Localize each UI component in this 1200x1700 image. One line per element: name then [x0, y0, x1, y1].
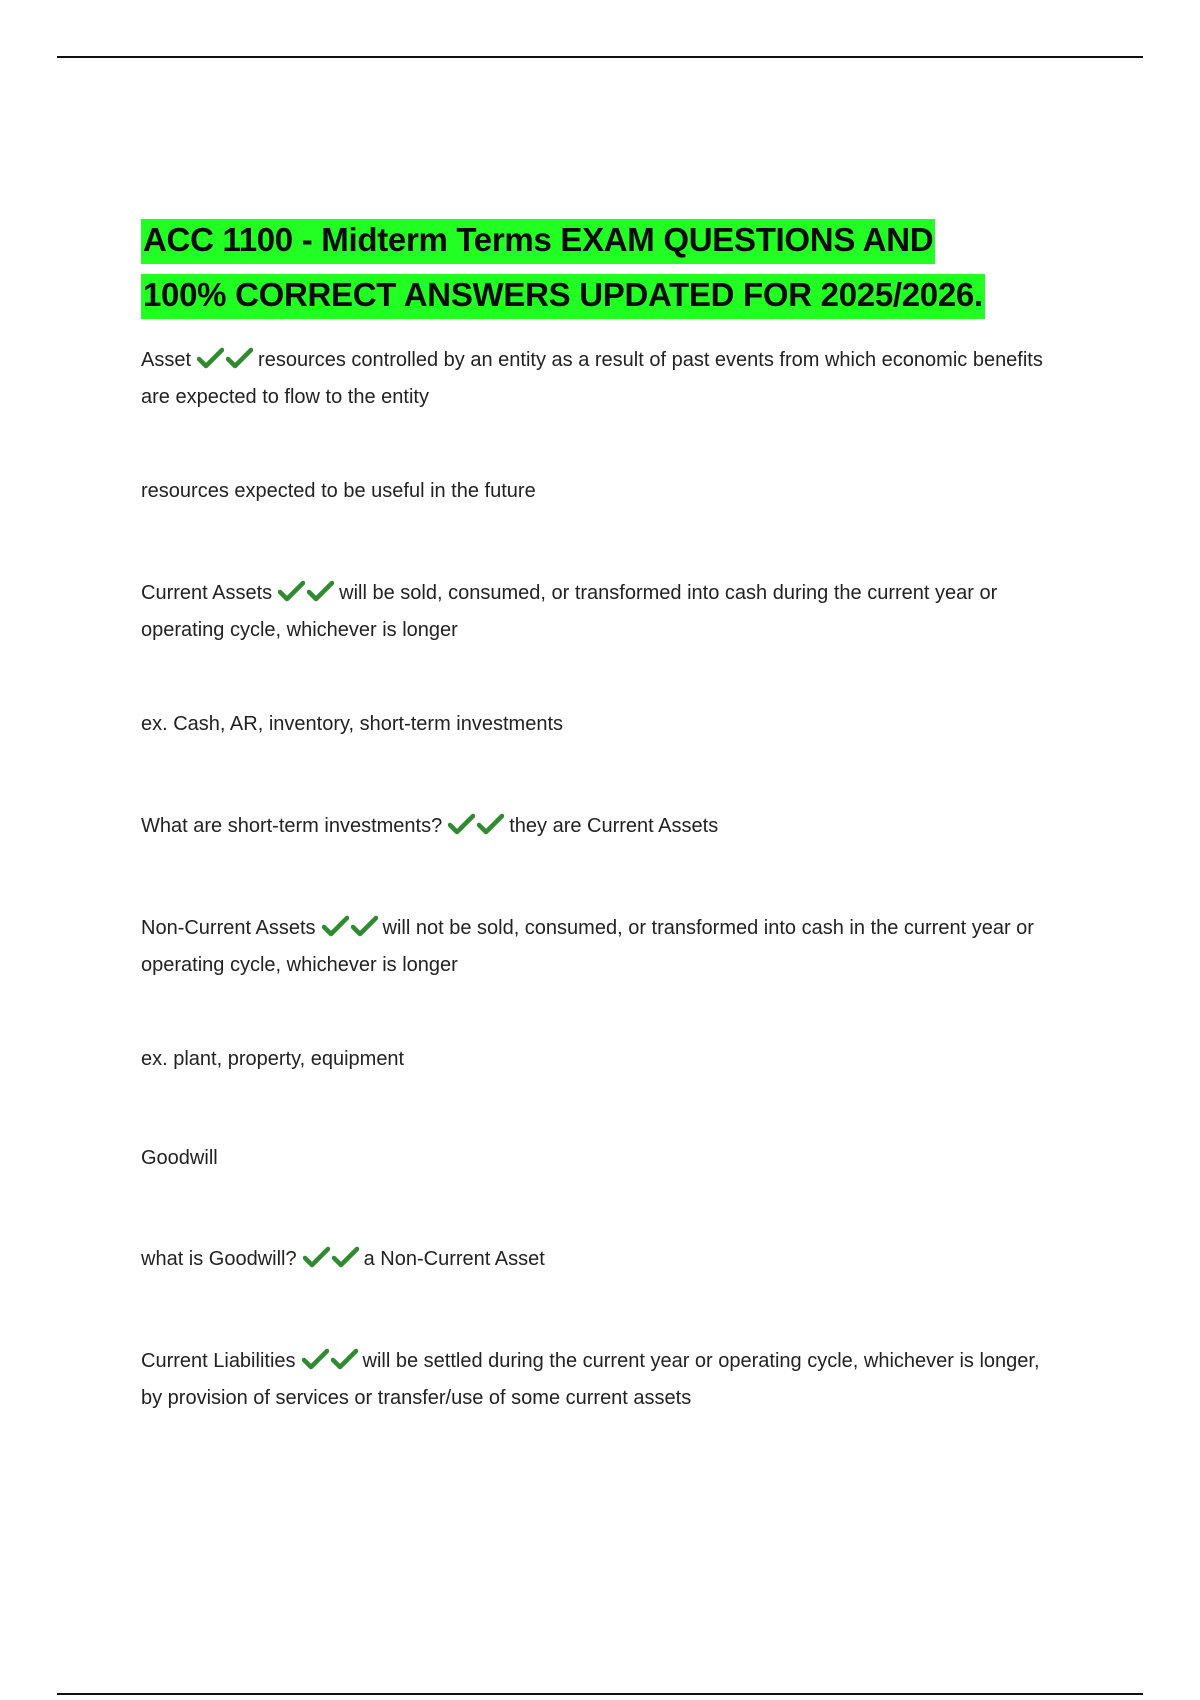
double-check-icon: [278, 579, 336, 613]
title-line-1: ACC 1100 - Midterm Terms EXAM QUESTIONS AND: [141, 219, 935, 264]
footer-rule: [57, 1693, 1143, 1695]
entry-definition: will not be sold, consumed, or transformed into cash in the current year or operating cycle, whichever is longer: [141, 917, 1034, 976]
entry-goodwill: [141, 1141, 1061, 1175]
entry-term: Current Liabilities: [141, 1350, 296, 1372]
entry-term: Current Assets: [141, 582, 273, 604]
double-check-icon: [303, 1245, 361, 1279]
entry-definition: will be settled during the current year or operating cycle, whichever is longer, by provision of services or transfer/use of some current assets: [141, 1350, 1040, 1409]
entry-term: Asset: [141, 349, 192, 371]
entry-term: What are short-term investments?: [141, 815, 443, 837]
header-rule: [57, 56, 1143, 58]
entry-term: ex. Cash, AR, inventory, short-term investments: [141, 713, 564, 735]
entry-resources-useful: [141, 474, 1061, 508]
entry-term: resources expected to be useful in the future: [141, 480, 536, 502]
entry-definition: they are Current Assets: [509, 815, 719, 837]
entry-non-current-assets: [141, 911, 1061, 982]
double-check-icon: [197, 346, 255, 380]
title-line-2: 100% CORRECT ANSWERS UPDATED FOR 2025/2026.: [141, 274, 985, 319]
entry-term: ex. plant, property, equipment: [141, 1048, 405, 1070]
double-check-icon: [448, 812, 506, 846]
entry-short-term-investments: [141, 809, 1061, 846]
entry-term: what is Goodwill?: [141, 1248, 297, 1270]
entry-definition: resources controlled by an entity as a result of past events from which economic benefits are expected to flow to the entity: [141, 349, 1043, 408]
entry-current-assets-examples: [141, 707, 1061, 741]
double-check-icon: [322, 914, 380, 948]
entry-term: Non-Current Assets: [141, 917, 316, 939]
double-check-icon: [302, 1347, 360, 1381]
entry-asset: [141, 343, 1061, 414]
entry-non-current-examples: [141, 1042, 1061, 1076]
entry-current-assets: [141, 576, 1061, 647]
entry-what-is-goodwill: [141, 1242, 1061, 1279]
document-title: [141, 212, 1101, 322]
entry-current-liabilities: [141, 1344, 1061, 1415]
entry-definition: will be sold, consumed, or transformed into cash during the current year or operating cycle, whichever is longer: [141, 582, 998, 641]
entry-definition: a Non-Current Asset: [363, 1248, 545, 1270]
entry-term: Goodwill: [141, 1147, 218, 1169]
